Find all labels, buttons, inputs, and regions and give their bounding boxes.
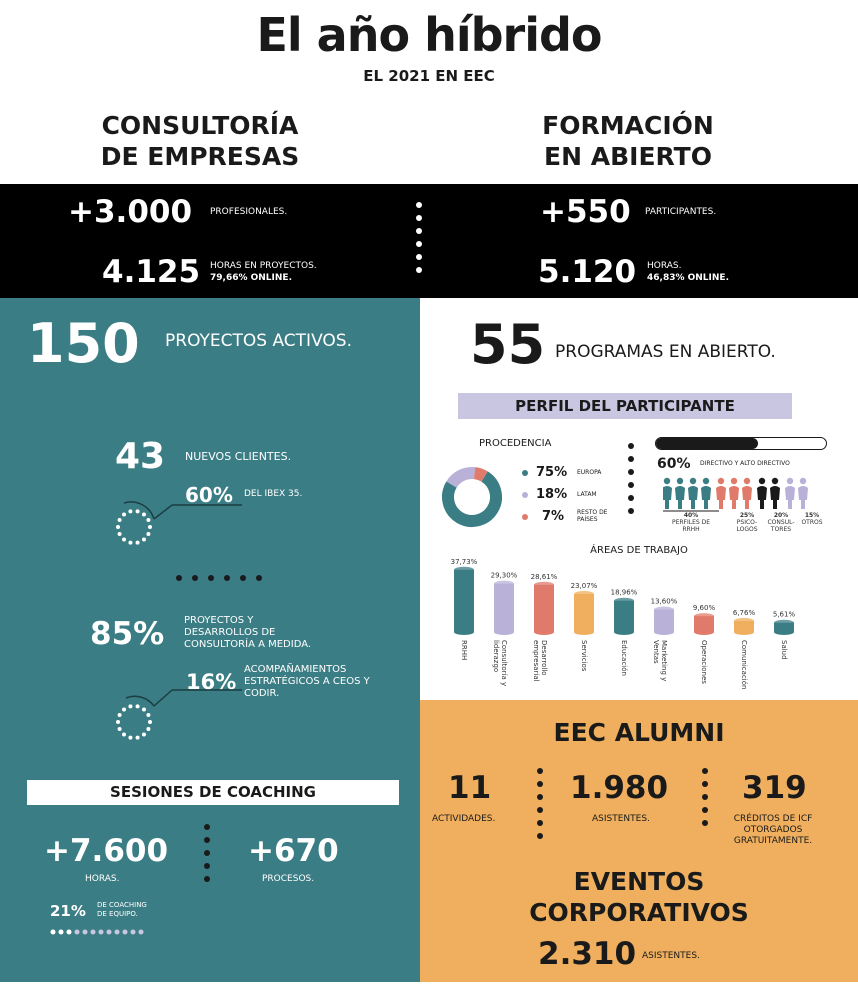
area-bar: [654, 607, 674, 635]
team-dot: [75, 930, 80, 935]
area-category-label: Servicios: [580, 640, 588, 672]
ceo-label-line3: CODIR.: [244, 688, 280, 699]
ibex-ring-graphic: [110, 493, 250, 553]
directivo-progress-track: [655, 437, 827, 450]
directivo-label: DIRECTIVO Y ALTO DIRECTIVO: [700, 460, 790, 467]
perfil-consultores-label: CONSUL- TORES: [767, 519, 795, 533]
horas-proyectos-value: 4.125: [102, 254, 201, 290]
area-bar: [614, 598, 634, 635]
directivo-value: 60%: [657, 456, 691, 472]
legend-resto-swatch: [522, 514, 528, 520]
ibex-value: 60%: [185, 483, 233, 507]
profesionales-label: PROFESIONALES.: [210, 207, 288, 217]
ring-dot: [118, 727, 122, 731]
coaching-procesos-value: +670: [248, 833, 339, 869]
person-icon: [798, 478, 808, 509]
team-dot: [67, 930, 72, 935]
alumni-divider-dots-1: [537, 768, 543, 846]
legend-europa-swatch: [522, 470, 528, 476]
area-value-label: 9,60%: [692, 604, 716, 613]
team-dot: [59, 930, 64, 935]
perfil-otros-label: OTROS: [801, 519, 823, 526]
team-dot: [115, 930, 120, 935]
ring-dot: [142, 538, 146, 542]
alumni-creditos-value: 319: [742, 770, 807, 806]
alumni-creditos-label: CRÉDITOS DE ICF OTORGADOS GRATUITAMENTE.: [733, 814, 813, 846]
areas-title: ÁREAS DE TRABAJO: [590, 545, 688, 556]
person-icon: [716, 478, 726, 509]
area-bar: [574, 591, 594, 635]
areas-chart: [440, 558, 820, 638]
area-category-label: Consultoría y liderazgo: [492, 640, 508, 687]
ring-dot: [136, 541, 140, 545]
alumni-title: EEC ALUMNI: [553, 718, 725, 747]
legend-resto-value: 7%: [542, 509, 565, 524]
area-category-label: Comunicación: [740, 640, 748, 690]
person-icon: [663, 478, 672, 509]
clientes-label: NUEVOS CLIENTES.: [185, 450, 292, 463]
perfil-rrhh-value: 40%: [683, 512, 699, 519]
donut-slice-2: [475, 473, 485, 476]
ceo-value: 16%: [186, 670, 237, 694]
perfil-rrhh: [665, 512, 717, 533]
eventos-title-line1: EVENTOS: [573, 867, 705, 896]
consultoria-heading: [60, 110, 340, 172]
area-category-label: RRHH: [460, 640, 468, 661]
ring-dot: [122, 538, 126, 542]
alumni-panel: [420, 700, 858, 982]
consultoria-heading-line1: CONSULTORÍA: [101, 111, 299, 140]
ring-dot: [142, 707, 146, 711]
ceo-label-line1: ACOMPAÑAMIENTOS: [244, 664, 347, 675]
consultoria-panel: [0, 298, 420, 982]
ring-dot: [128, 736, 132, 740]
proyectos-label: PROYECTOS ACTIVOS.: [165, 331, 352, 351]
ring-dot: [148, 525, 152, 529]
legend-latam-label: LATAM: [577, 491, 597, 498]
ring-dot: [116, 720, 120, 724]
band-divider-dots: [416, 202, 422, 280]
coaching-horas-label: HORAS.: [85, 874, 120, 884]
areas-category-labels: [440, 640, 820, 698]
area-value-label: 29,30%: [490, 571, 518, 580]
team-dot: [131, 930, 136, 935]
coaching-equipo-label: [97, 901, 147, 919]
person-icon: [701, 478, 711, 509]
person-icon: [729, 478, 739, 509]
perfiles-labels: [665, 512, 825, 536]
team-dot: [99, 930, 104, 935]
area-bar: [694, 613, 714, 635]
donut-slice-1: [452, 473, 475, 484]
perfil-rrhh-label: PERFILES DE RRHH: [671, 519, 711, 533]
area-value-label: 6,76%: [732, 608, 756, 617]
team-dot: [91, 930, 96, 935]
area-category-label: Marketing y Ventas: [652, 640, 668, 682]
ring-dot: [136, 736, 140, 740]
area-value-label: 28,61%: [530, 572, 558, 581]
perfil-otros-value: 15%: [804, 512, 820, 519]
coaching-procesos-label: PROCESOS.: [262, 874, 315, 884]
ring-dot: [136, 509, 140, 513]
alumni-asistentes-label: ASISTENTES.: [592, 814, 650, 824]
medida-label-line2: DESARROLLOS DE: [184, 627, 276, 638]
medida-value: 85%: [90, 616, 165, 652]
horas-formacion-label: HORAS.: [647, 261, 682, 271]
directivo-progress-fill: [656, 438, 758, 449]
perfil-otros: [799, 512, 825, 526]
consultoria-heading-line2: DE EMPRESAS: [100, 142, 300, 171]
coaching-title: SESIONES DE COACHING: [27, 780, 399, 805]
area-value-label: 18,96%: [610, 588, 638, 597]
person-icon: [757, 478, 767, 509]
formacion-heading-line2: EN ABIERTO: [544, 142, 712, 171]
legend-europa-label: EUROPA: [577, 469, 602, 476]
area-bar: [494, 581, 514, 635]
area-bar: [734, 618, 754, 635]
coaching-equipo-label-line1: DE COACHING: [97, 901, 147, 909]
legend-latam-value: 18%: [536, 487, 568, 502]
formacion-heading-line1: FORMACIÓN: [542, 111, 714, 140]
perfiles-people-icons: [663, 476, 823, 512]
alumni-actividades-value: 11: [448, 770, 492, 806]
perfil-consultores: [763, 512, 799, 533]
ring-dot: [146, 727, 150, 731]
eventos-value: 2.310: [538, 936, 637, 972]
programas-value: 55: [470, 313, 546, 376]
team-dot: [107, 930, 112, 935]
ring-dot: [118, 713, 122, 717]
coaching-equipo-dots: [50, 928, 150, 936]
profesionales-value: +3.000: [68, 194, 193, 230]
ring-dot: [148, 720, 152, 724]
perfil-psicologos: [727, 512, 767, 533]
ring-dot: [122, 512, 126, 516]
team-dot: [51, 930, 56, 935]
legend-resto-label: RESTO DE PAÍSES: [577, 509, 608, 523]
horas-formacion-online: 46,83% ONLINE.: [647, 273, 729, 283]
perfil-psicologos-label: PSICO- LOGOS: [736, 519, 758, 533]
proyectos-value: 150: [27, 312, 140, 375]
area-category-label: Desarrollo empresarial: [532, 640, 548, 682]
team-dot: [139, 930, 144, 935]
ring-dot: [116, 525, 120, 529]
ring-dot: [118, 518, 122, 522]
ring-dot: [128, 541, 132, 545]
alumni-actividades-label: ACTIVIDADES.: [432, 814, 496, 824]
horas-formacion-value: 5.120: [538, 254, 637, 290]
separator-dots: [176, 567, 266, 586]
coaching-divider-dots: [204, 824, 210, 889]
ring-dot: [146, 518, 150, 522]
medida-label: [184, 615, 311, 651]
area-bar: [774, 620, 794, 635]
person-icon: [742, 478, 752, 509]
ring-dot: [128, 509, 132, 513]
area-value-label: 13,60%: [650, 597, 678, 606]
coaching-horas-value: +7.600: [44, 833, 169, 869]
area-bar: [454, 567, 474, 635]
eventos-title: [420, 866, 858, 928]
ring-dot: [122, 733, 126, 737]
alumni-asistentes-value: 1.980: [570, 770, 669, 806]
ring-dot: [122, 707, 126, 711]
ceo-ring-graphic: [110, 676, 250, 748]
perfil-title: PERFIL DEL PARTICIPANTE: [458, 393, 792, 419]
alumni-divider-dots-2: [702, 768, 708, 833]
formacion-heading: [488, 110, 768, 172]
perfil-divider-dots: [628, 443, 634, 521]
medida-label-line1: PROYECTOS Y: [184, 615, 254, 626]
ring-dot: [142, 733, 146, 737]
ring-dot: [146, 532, 150, 536]
ring-dot: [146, 713, 150, 717]
legend-europa-value: 75%: [536, 465, 568, 480]
team-dot: [123, 930, 128, 935]
medida-label-line3: CONSULTORÍA A MEDIDA.: [184, 639, 312, 650]
ceo-label: [244, 664, 370, 700]
person-icon: [675, 478, 685, 509]
ibex-label: DEL IBEX 35.: [244, 489, 303, 499]
person-icon: [785, 478, 795, 509]
participantes-label: PARTICIPANTES.: [645, 207, 717, 217]
page-subtitle: EL 2021 EN EEC: [363, 67, 495, 85]
team-dot: [83, 930, 88, 935]
ceo-label-line2: ESTRATÉGICOS A CEOS Y: [244, 676, 370, 687]
person-icon: [688, 478, 698, 509]
area-category-label: Salud: [780, 640, 788, 660]
area-category-label: Operaciones: [700, 640, 708, 684]
area-category-label: Educación: [620, 640, 628, 676]
ring-dot: [136, 704, 140, 708]
perfil-psicologos-value: 25%: [739, 512, 755, 519]
ring-dot: [142, 512, 146, 516]
area-value-label: 5,61%: [772, 610, 796, 619]
horas-proyectos-label: HORAS EN PROYECTOS.: [210, 261, 317, 271]
perfil-consultores-value: 20%: [773, 512, 789, 519]
page-title: El año híbrido: [256, 8, 602, 62]
clientes-value: 43: [115, 436, 166, 477]
ring-dot: [128, 704, 132, 708]
legend-latam-swatch: [522, 492, 528, 498]
area-value-label: 23,07%: [570, 581, 598, 590]
participantes-value: +550: [540, 194, 631, 230]
coaching-equipo-label-line2: DE EQUIPO.: [97, 910, 138, 918]
area-bar: [534, 582, 554, 635]
horas-proyectos-online: 79,66% ONLINE.: [210, 273, 292, 283]
procedencia-title: PROCEDENCIA: [479, 438, 552, 449]
person-icon: [770, 478, 780, 509]
eventos-title-line2: CORPORATIVOS: [529, 898, 749, 927]
procedencia-donut: [440, 465, 504, 529]
area-value-label: 37,73%: [450, 558, 478, 566]
programas-label: PROGRAMAS EN ABIERTO.: [555, 342, 776, 362]
ring-dot: [118, 532, 122, 536]
coaching-equipo-value: 21%: [50, 902, 86, 920]
eventos-label: ASISTENTES.: [642, 951, 700, 961]
summary-band: [0, 184, 858, 298]
